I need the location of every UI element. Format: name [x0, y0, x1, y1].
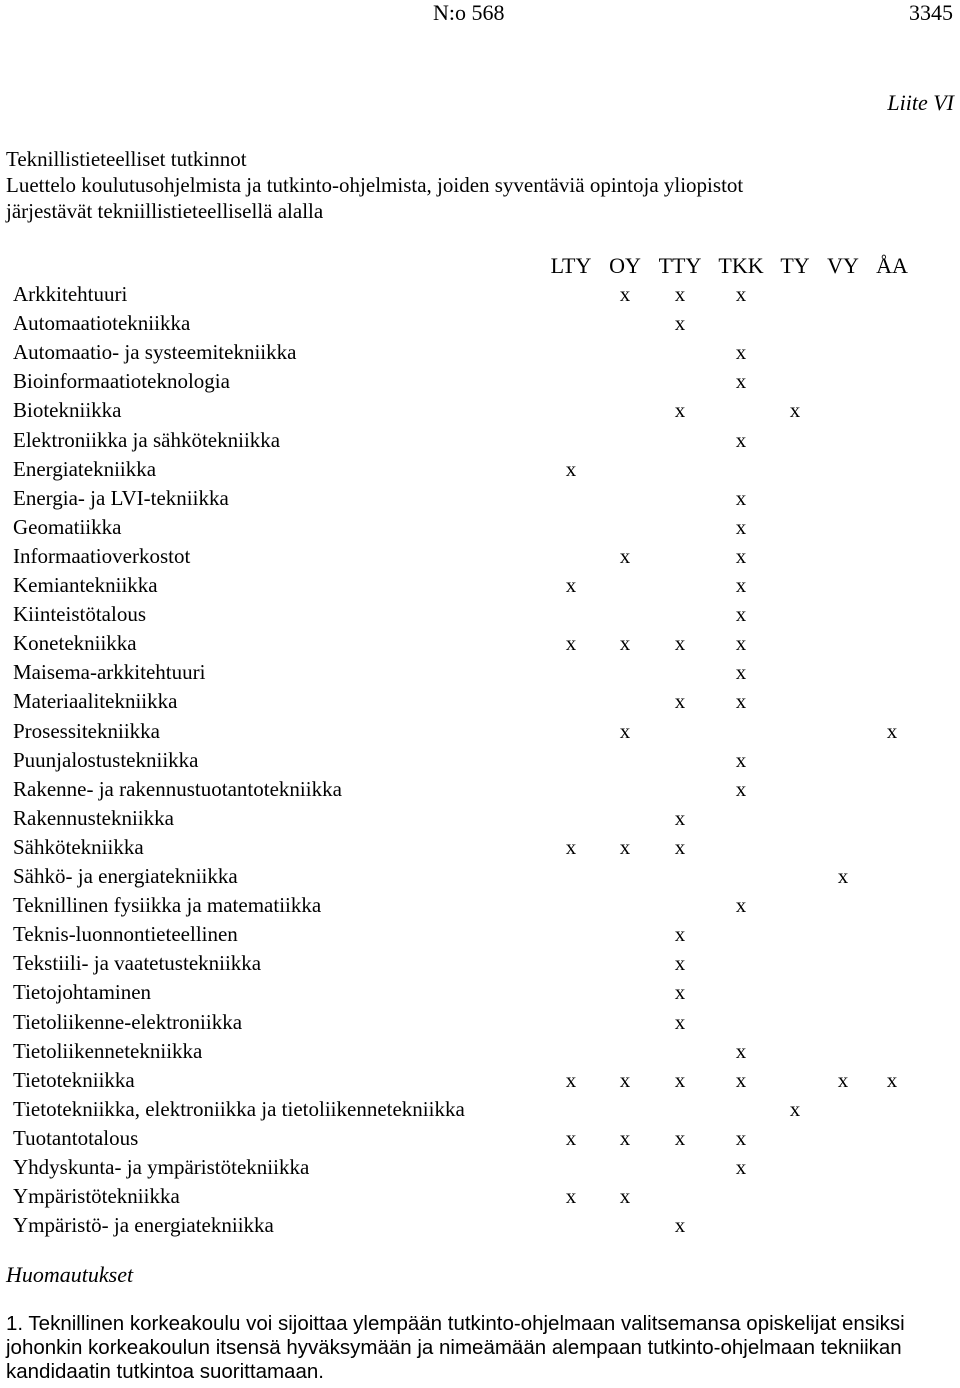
- heading-description-line: järjestävät tekniillistieteellisellä alalla: [6, 199, 324, 223]
- offered-mark-tkk: x: [735, 485, 747, 510]
- offered-mark-vy: x: [837, 864, 849, 888]
- column-header-åa: ÅA: [876, 253, 908, 278]
- program-name: Ympäristö- ja energiatekniikka: [13, 1213, 274, 1238]
- table-row: [0, 1010, 960, 1039]
- offered-mark-lty: x: [565, 1067, 577, 1092]
- program-name: Maisema-arkkitehtuuri: [13, 660, 206, 685]
- column-header-ty: TY: [780, 253, 810, 278]
- table-row: [0, 1068, 960, 1097]
- offered-mark-tty: x: [674, 1213, 686, 1238]
- column-header-tkk: TKK: [718, 253, 764, 278]
- program-name: Kiinteistötalous: [13, 602, 146, 627]
- offered-mark-tty: x: [674, 980, 686, 1005]
- table-row: [0, 1097, 960, 1126]
- offered-mark-tkk: x: [735, 689, 747, 714]
- program-name: Tuotantotalous: [13, 1125, 139, 1150]
- offered-mark-lty: x: [565, 456, 577, 481]
- offered-mark-tty: x: [674, 1125, 686, 1150]
- offered-mark-oy: x: [619, 718, 631, 743]
- program-name: Arkkitehtuuri: [13, 282, 128, 306]
- table-row: [0, 660, 960, 689]
- document-number: N:o 568: [433, 0, 505, 25]
- offered-mark-oy: x: [619, 1184, 631, 1209]
- offered-mark-tkk: x: [735, 1067, 747, 1092]
- offered-mark-tty: x: [674, 282, 686, 306]
- notes-title: Huomautukset: [6, 1262, 134, 1287]
- column-header-tty: TTY: [658, 253, 702, 278]
- program-name: Rakenne- ja rakennustuotantotekniikka: [13, 776, 342, 801]
- heading-description-line: Luettelo koulutusohjelmista ja tutkinto-ohjelmista, joiden syventäviä opintoja yliopistot: [6, 173, 744, 197]
- offered-mark-tkk: x: [735, 1125, 747, 1150]
- program-name: Sähkö- ja energiatekniikka: [13, 864, 238, 888]
- program-name: Kemiantekniikka: [13, 573, 158, 597]
- offered-mark-tkk: x: [735, 543, 747, 568]
- offered-mark-tty: x: [674, 689, 686, 714]
- offered-mark-lty: x: [565, 631, 577, 656]
- table-row: [0, 835, 960, 864]
- offered-mark-tty: x: [674, 311, 686, 336]
- offered-mark-åa: x: [886, 1067, 898, 1092]
- table-row: [0, 1126, 960, 1155]
- program-name: Tekstiili- ja vaatetustekniikka: [13, 951, 262, 976]
- offered-mark-oy: x: [619, 1125, 631, 1150]
- offered-mark-oy: x: [619, 543, 631, 568]
- offered-mark-lty: x: [565, 573, 577, 597]
- program-name: Tietotekniikka, elektroniikka ja tietoliikennetekniikka: [13, 1096, 465, 1121]
- program-name: Konetekniikka: [13, 631, 137, 656]
- table-row: [0, 951, 960, 980]
- table-row: [0, 515, 960, 544]
- table-row: [0, 719, 960, 748]
- column-header-vy: VY: [827, 253, 859, 278]
- table-row: [0, 922, 960, 951]
- program-name: Puunjalostustekniikka: [13, 747, 199, 772]
- program-name: Teknillinen fysiikka ja matematiikka: [13, 893, 322, 918]
- offered-mark-tkk: x: [735, 660, 747, 685]
- offered-mark-tkk: x: [735, 893, 747, 918]
- program-name: Energia- ja LVI-tekniikka: [13, 485, 229, 510]
- offered-mark-tty: x: [674, 834, 686, 859]
- offered-mark-oy: x: [619, 282, 631, 306]
- table-row: [0, 980, 960, 1009]
- column-header-lty: LTY: [550, 253, 592, 278]
- table-row: [0, 369, 960, 398]
- program-name: Biotekniikka: [13, 398, 122, 423]
- offered-mark-ty: x: [789, 1096, 801, 1121]
- program-name: Sähkötekniikka: [13, 834, 144, 859]
- heading-title: Teknillistieteelliset tutkinnot: [6, 147, 247, 171]
- program-name: Automaatio- ja systeemitekniikka: [13, 340, 297, 365]
- table-row: [0, 573, 960, 602]
- program-name: Prosessitekniikka: [13, 718, 160, 743]
- offered-mark-tkk: x: [735, 1155, 747, 1179]
- table-row: [0, 311, 960, 340]
- program-name: Tietotekniikka: [13, 1067, 135, 1092]
- offered-mark-tty: x: [674, 1009, 686, 1034]
- program-name: Teknis-luonnontieteellinen: [13, 922, 238, 947]
- program-name: Geomatiikka: [13, 514, 122, 539]
- note-paragraph: 1. Teknillinen korkeakoulu voi sijoittaa ylempään tutkinto-ohjelmaan valitsemansa opiskelijat ensiksi johonkin korkeakoulun itsensä hyväksymään ja nimeämään alempaan tutkinto-ohjelmaan tekniikan kandidaatin tutkintoa suorittamaan.: [6, 1312, 905, 1383]
- program-name: Tietoliikennetekniikka: [13, 1038, 203, 1063]
- table-row: [0, 806, 960, 835]
- offered-mark-tkk: x: [735, 369, 747, 394]
- offered-mark-åa: x: [886, 718, 898, 743]
- program-name: Materiaalitekniikka: [13, 689, 178, 714]
- offered-mark-tty: x: [674, 951, 686, 976]
- offered-mark-tty: x: [674, 805, 686, 830]
- program-name: Rakennustekniikka: [13, 805, 174, 830]
- section-heading: [6, 146, 743, 224]
- program-name: Informaatioverkostot: [13, 543, 191, 568]
- program-name: Automaatiotekniikka: [13, 311, 191, 336]
- offered-mark-lty: x: [565, 834, 577, 859]
- offered-mark-tkk: x: [735, 747, 747, 772]
- table-row: [0, 1039, 960, 1068]
- program-name: Energiatekniikka: [13, 456, 157, 481]
- offered-mark-tty: x: [674, 922, 686, 947]
- offered-mark-tty: x: [674, 1067, 686, 1092]
- offered-mark-tkk: x: [735, 282, 747, 306]
- table-row: [0, 428, 960, 457]
- offered-mark-tkk: x: [735, 427, 747, 452]
- table-row: [0, 544, 960, 573]
- table-row: [0, 1213, 960, 1242]
- offered-mark-lty: x: [565, 1184, 577, 1209]
- offered-mark-tty: x: [674, 398, 686, 423]
- offered-mark-tkk: x: [735, 514, 747, 539]
- offered-mark-oy: x: [619, 834, 631, 859]
- table-row: [0, 631, 960, 660]
- offered-mark-lty: x: [565, 1125, 577, 1150]
- offered-mark-tkk: x: [735, 340, 747, 365]
- table-row: [0, 602, 960, 631]
- program-name: Tietojohtaminen: [13, 980, 152, 1005]
- table-row: [0, 689, 960, 718]
- offered-mark-vy: x: [837, 1067, 849, 1092]
- appendix-label: Liite VI: [887, 90, 954, 115]
- offered-mark-ty: x: [789, 398, 801, 423]
- program-name: Bioinformaatioteknologia: [13, 369, 230, 394]
- offered-mark-tkk: x: [735, 573, 747, 597]
- program-name: Elektroniikka ja sähkötekniikka: [13, 427, 281, 452]
- table-row: [0, 457, 960, 486]
- offered-mark-tkk: x: [735, 776, 747, 801]
- table-row: [0, 1155, 960, 1184]
- table-row: [0, 864, 960, 893]
- offered-mark-oy: x: [619, 1067, 631, 1092]
- offered-mark-tty: x: [674, 631, 686, 656]
- offered-mark-tkk: x: [735, 631, 747, 656]
- table-row: [0, 893, 960, 922]
- table-row: [0, 282, 960, 311]
- table-row: [0, 340, 960, 369]
- offered-mark-tkk: x: [735, 602, 747, 627]
- table-row: [0, 1184, 960, 1213]
- table-row: [0, 486, 960, 515]
- column-header-oy: OY: [609, 253, 641, 278]
- program-name: Ympäristötekniikka: [13, 1184, 180, 1209]
- table-row: [0, 777, 960, 806]
- table-row: [0, 398, 960, 427]
- program-name: Yhdyskunta- ja ympäristötekniikka: [13, 1155, 310, 1179]
- offered-mark-oy: x: [619, 631, 631, 656]
- table-row: [0, 748, 960, 777]
- page-number: 3345: [909, 0, 953, 25]
- offered-mark-tkk: x: [735, 1038, 747, 1063]
- program-name: Tietoliikenne-elektroniikka: [13, 1009, 243, 1034]
